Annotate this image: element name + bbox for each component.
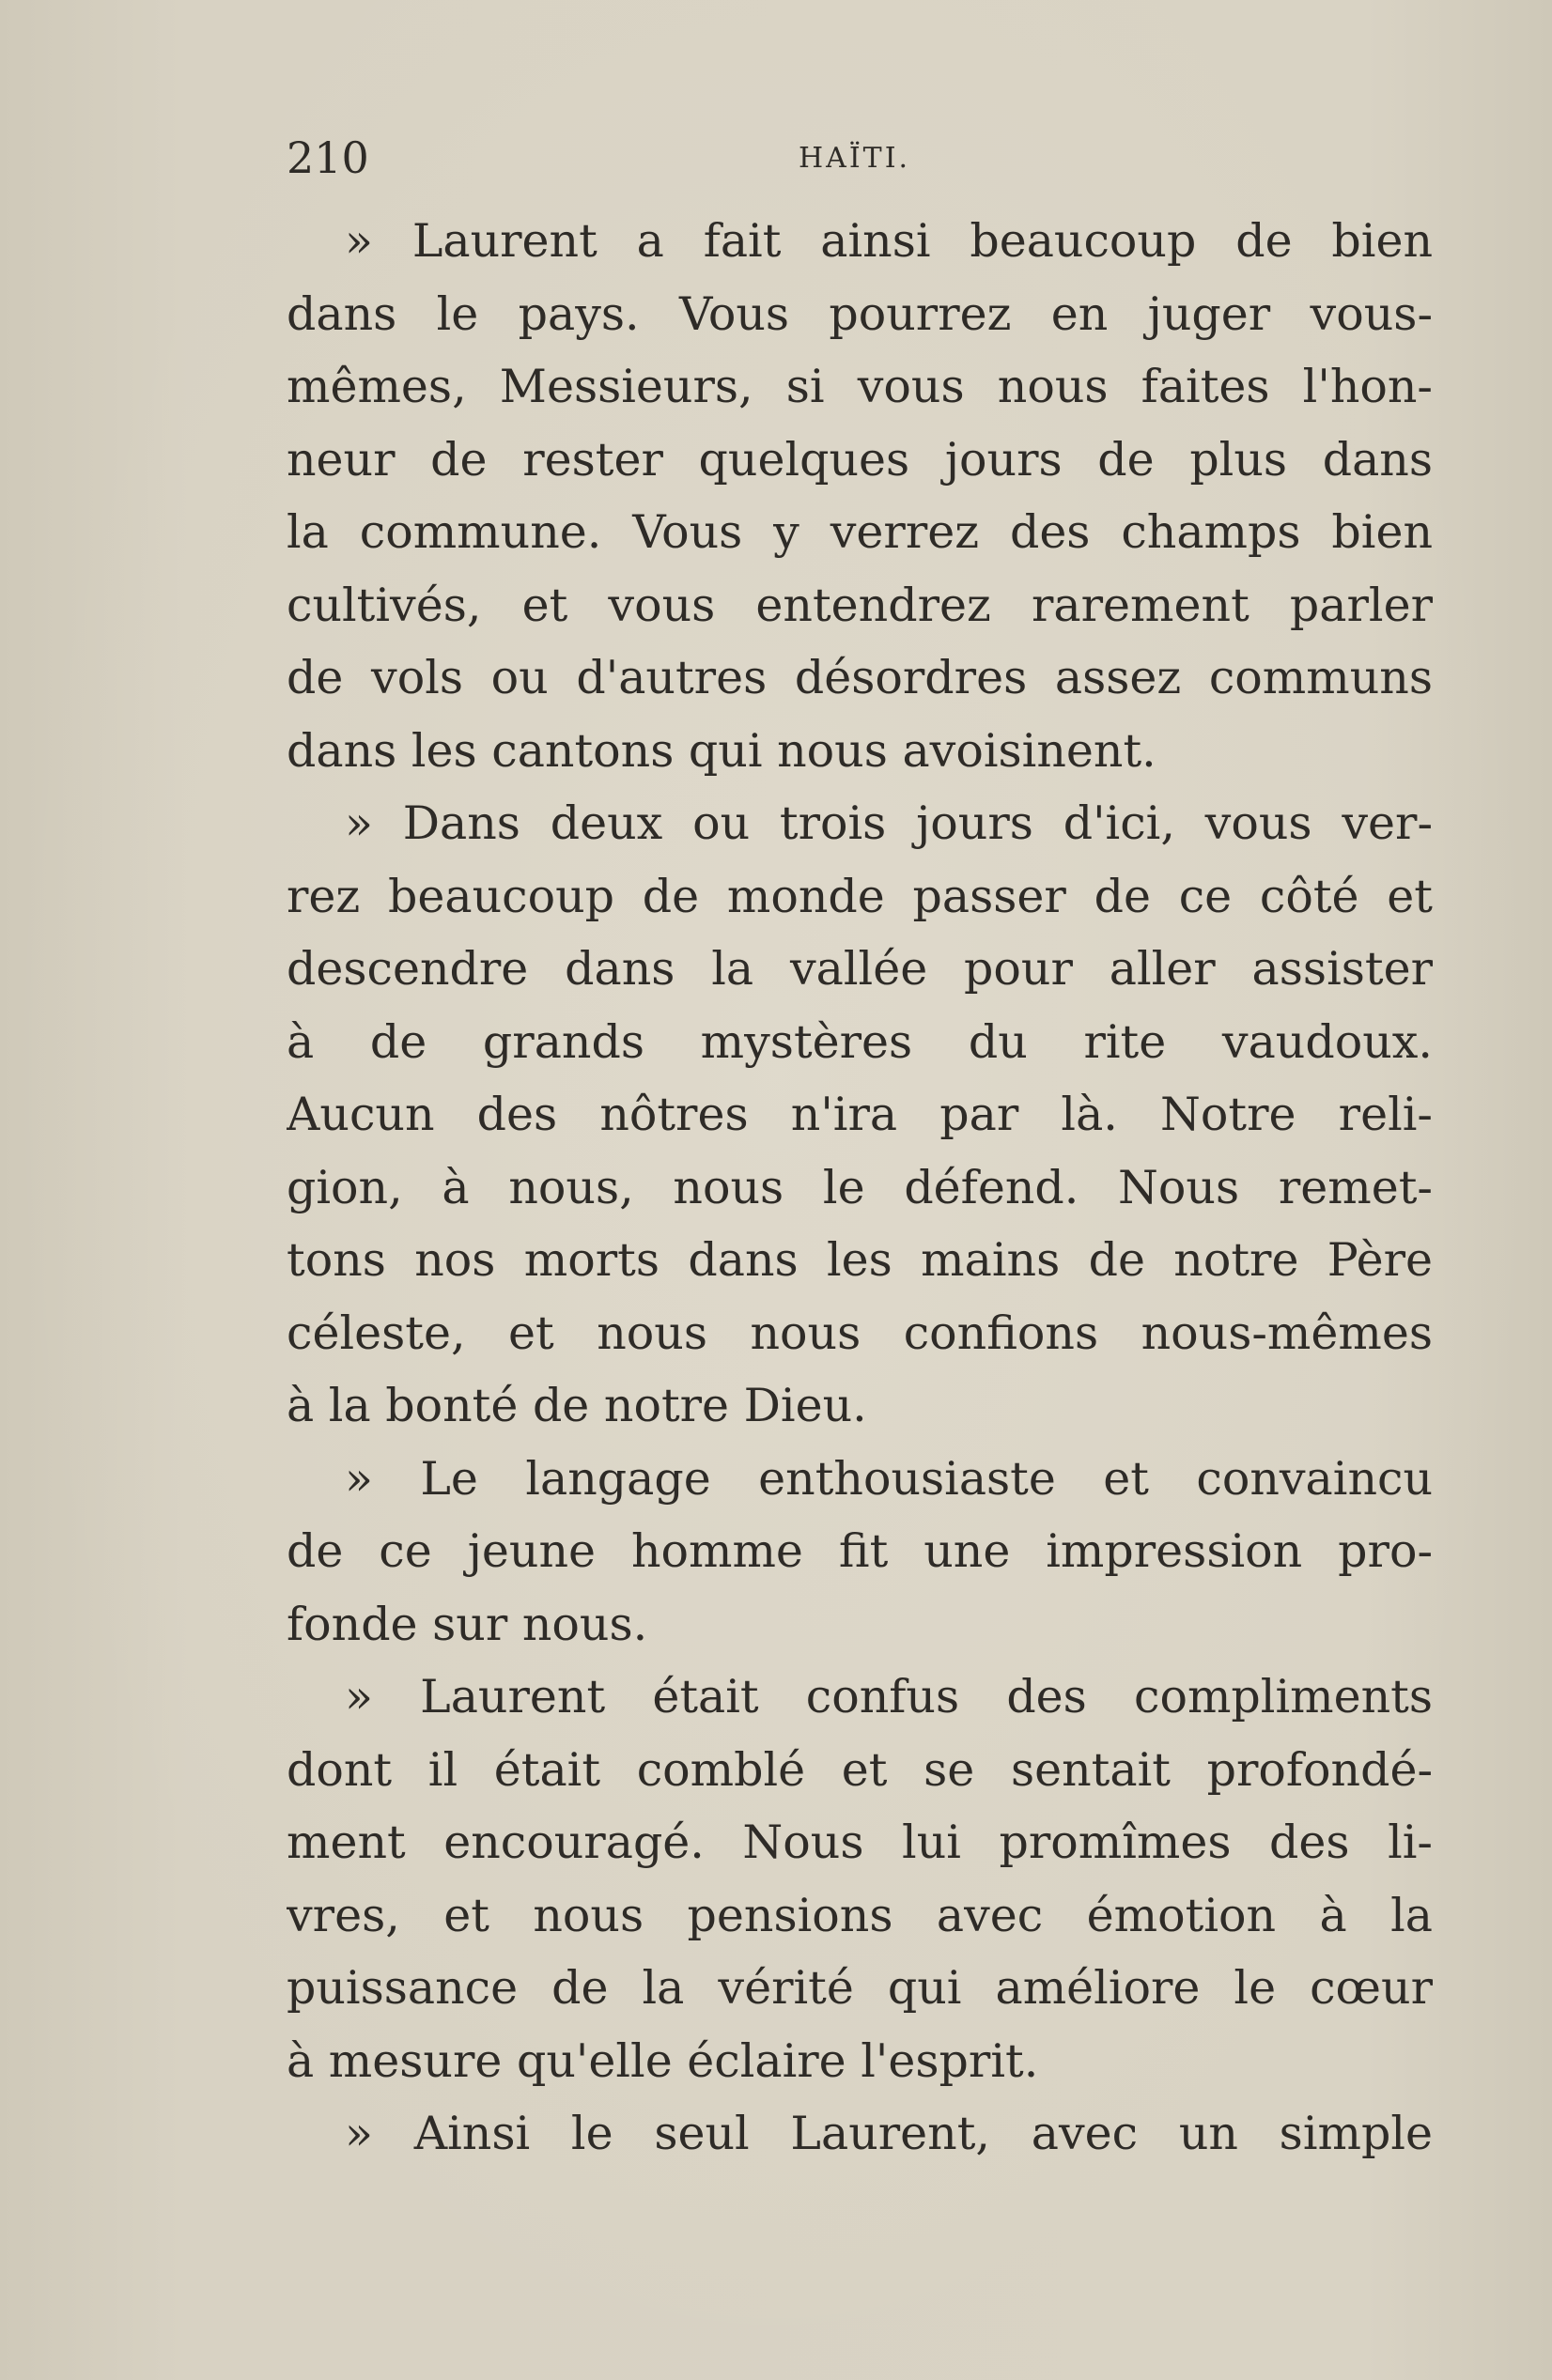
text-line: neur de rester quelques jours de plus dans <box>287 432 1433 487</box>
text-line: cultivés, et vous entendrez rarement parler <box>287 578 1433 632</box>
text-line: descendre dans la vallée pour aller assister <box>287 942 1433 996</box>
text-line: tons nos morts dans les mains de notre Père <box>287 1233 1433 1287</box>
text-line: puissance de la vérité qui améliore le cœur <box>287 1961 1433 2015</box>
text-line: mêmes, Messieurs, si vous nous faites l'hon- <box>287 360 1433 413</box>
text-line: » Le langage enthousiaste et convaincu <box>345 1451 1433 1506</box>
text-line: » Laurent était confus des compliments <box>345 1670 1433 1723</box>
text-line: à la bonté de notre Dieu. <box>287 1379 867 1432</box>
page-number: 210 <box>287 132 369 183</box>
text-line: » Ainsi le seul Laurent, avec un simple <box>345 2107 1433 2160</box>
text-line: à de grands mystères du rite vaudoux. <box>287 1014 1433 1069</box>
text-line: » Dans deux ou trois jours d'ici, vous ver- <box>345 796 1433 850</box>
text-line: dans le pays. Vous pourrez en juger vous- <box>287 286 1433 341</box>
text-line: céleste, et nous nous confions nous-mêmes <box>287 1306 1433 1360</box>
text-line: de vols ou d'autres désordres assez communs <box>287 651 1433 704</box>
text-line: rez beaucoup de monde passer de ce côté et <box>287 869 1433 923</box>
running-head: HAÏTI. <box>799 142 911 175</box>
text-line: de ce jeune homme fit une impression pro- <box>287 1524 1433 1578</box>
text-line: la commune. Vous y verrez des champs bien <box>287 505 1433 559</box>
text-line: vres, et nous pensions avec émotion à la <box>287 1888 1433 1942</box>
text-line: gion, à nous, nous le défend. Nous remet- <box>287 1160 1433 1214</box>
text-line: à mesure qu'elle éclaire l'esprit. <box>287 2033 1039 2088</box>
text-line: » Laurent a fait ainsi beaucoup de bien <box>345 214 1433 268</box>
body-text <box>287 205 1433 2171</box>
text-line: dont il était comblé et se sentait profondé- <box>287 1742 1433 1797</box>
text-line: fonde sur nous. <box>287 1597 648 1651</box>
text-line: dans les cantons qui nous avoisinent. <box>287 723 1156 778</box>
page-header <box>287 130 1433 186</box>
text-line: ment encouragé. Nous lui promîmes des li- <box>287 1816 1433 1869</box>
text-line: Aucun des nôtres n'ira par là. Notre reli- <box>287 1088 1433 1141</box>
